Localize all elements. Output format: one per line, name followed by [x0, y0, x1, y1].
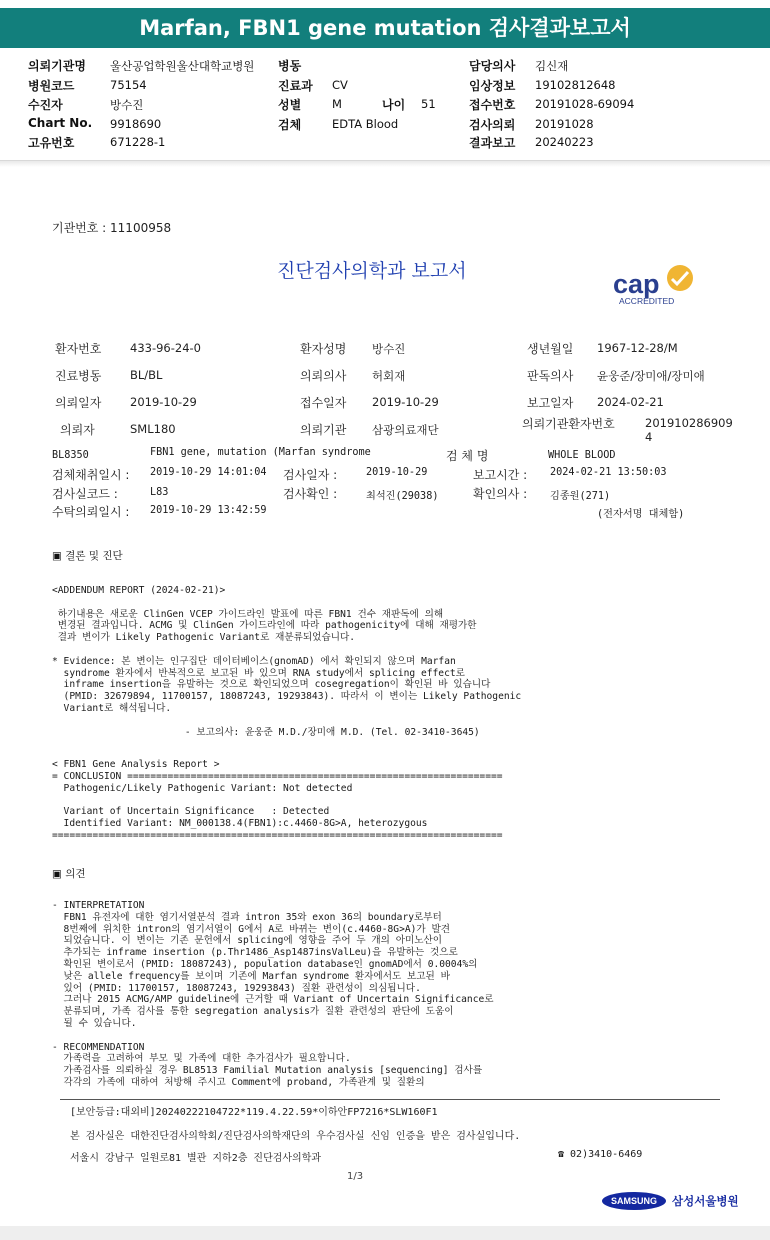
header-field-label: 성별	[278, 98, 302, 112]
cap-accredited-logo	[610, 262, 710, 308]
patient-field-label: 진료병동	[55, 369, 102, 383]
test-info-item: 검사확인 :	[283, 487, 338, 501]
test-info-item: 검사실코드 :	[52, 487, 118, 501]
hospital-name: 삼성서울병원	[672, 1194, 739, 1208]
test-info-item: 검체채취일시 :	[52, 468, 130, 482]
header-field-label: 고유번호	[28, 136, 75, 150]
patient-field-label: 의뢰자	[60, 423, 95, 437]
header-field-label: 나이	[382, 98, 406, 112]
patient-field-value: 윤웅준/장미애/장미애	[597, 369, 705, 383]
header-field-label: 결과보고	[469, 136, 516, 150]
patient-field-value: 허회재	[372, 369, 406, 383]
patient-field-value: 1967-12-28/M	[597, 341, 678, 355]
samsung-logo: SAMSUNG	[602, 1192, 666, 1210]
footer-divider	[60, 1099, 720, 1101]
header-field-value: M	[332, 97, 342, 111]
institution-number: 기관번호 : 11100958	[52, 221, 172, 235]
patient-field-label: 의뢰기관	[300, 423, 347, 437]
patient-field-value: SML180	[130, 422, 176, 436]
header-field-value: EDTA Blood	[332, 117, 399, 131]
header-field-label: 병동	[278, 59, 302, 73]
patient-field-value: BL/BL	[130, 368, 163, 382]
cap-logo-icon	[610, 262, 710, 308]
test-info-item: 2019-10-29	[366, 467, 428, 478]
patient-field-value: 4	[645, 430, 653, 444]
patient-field-label: 보고일자	[527, 396, 574, 410]
test-info-item: 보고시간 :	[473, 468, 528, 482]
test-info-item: 수탁의뢰일시 :	[52, 505, 130, 519]
patient-field-value: 2019-10-29	[372, 395, 439, 409]
header-field-label: 담당의사	[469, 59, 516, 73]
header-field-value: 51	[421, 97, 436, 111]
header-field-label: 접수번호	[469, 98, 516, 112]
patient-field-value: 201910286909	[645, 416, 733, 430]
header-field-value: 75154	[110, 78, 147, 92]
header-field-value: 19102812648	[535, 78, 616, 92]
patient-field-value: 2024-02-21	[597, 395, 664, 409]
test-info-item: (전자서명 대체함)	[597, 509, 685, 520]
page-number: 1/3	[347, 1171, 364, 1182]
interpretation-text: - INTERPRETATION FBN1 유전자에 대한 염기서열분석 결과 intron 35와 exon 36의 boundary로부터 8번째에 위치한 intron의 염기서열이 G에서 A로 바뀌는 변이(c.4460-8G>A)가 발견 되었습니다. 이 변이는 기존 문헌에서 splicing에 영향을 주어 두 개의 아미노산이 추가되는 inframe insertion (p.Thr1486_Asp1487insValLeu)을 유발하는 것으로 확인된 변이로서 (PMID: 18087243), population database인 gnomAD에서 0.0004%의 낮은 allele frequency를 보이며 기존에 Marfan syndrome 환자에서도 보고된 바 있어 (PMID: 11700157, 18087243, 19293843) 질환 관련성이 의심됩니다. 그러나 2015 ACMG/AMP guideline에 근거할 때 Variant of Uncertain Significance로 분류되며, 가족 검사를 통한 segregation analysis가 질환 관련성의 판단에 도움이 될 수 있습니다. - RECOMMENDATION 가족력을 고려하여 부모 및 가족에 대한 추가검사가 필요합니다. 가족검사를 의뢰하실 경우 BL8513 Familial Mutation analysis [sequencing] 검사를 각각의 가족에 대하여 처방해 주시고 Comment에 proband, 가족관계 및 질환의	[52, 900, 494, 1088]
page-bottom-edge	[0, 1226, 770, 1240]
test-info-item: 검 체 명	[446, 449, 489, 463]
header-field-label: 임상정보	[469, 79, 516, 93]
certification-line: 본 검사실은 대한진단검사의학회/진단검사의학재단의 우수검사실 신임 인증을 받은 검사실입니다.	[70, 1131, 521, 1142]
patient-field-label: 의뢰의사	[300, 369, 347, 383]
header-field-label: 검사의뢰	[469, 118, 516, 132]
cap-logo-sub: ACCREDITED	[619, 296, 675, 306]
patient-field-label: 접수일자	[300, 396, 347, 410]
section-opinion-title: ▣ 의견	[52, 868, 86, 880]
header-field-value: 김신재	[535, 59, 569, 73]
header-field-value: 9918690	[110, 117, 162, 131]
report-title: 진단검사의학과 보고서	[277, 260, 467, 282]
test-info-item: L83	[150, 487, 169, 498]
header-field-label: Chart No.	[28, 116, 93, 130]
header-field-value: 20191028-69094	[535, 97, 635, 111]
test-info-item: 최석진(29038)	[366, 491, 439, 502]
test-info-item: FBN1 gene, mutation (Marfan syndrome	[150, 447, 371, 458]
gene-analysis-report: < FBN1 Gene Analysis Report > = CONCLUSION ================================================================= Pathogenic/Likely Pathogenic Variant: Not detected Variant of Uncertain Significance : Detected Identified Variant: NM_000138.4(FBN1):c.4460-8G>A, heterozygous ==============================================================================	[52, 759, 503, 841]
test-info-item: 확인의사 :	[473, 487, 528, 501]
header-field-value: CV	[332, 78, 348, 92]
header-field-label: 의뢰기관명	[28, 59, 86, 73]
patient-field-value: 방수진	[372, 342, 406, 356]
patient-field-label: 판독의사	[527, 369, 574, 383]
header-field-value: 울산공업학원울산대학교병원	[110, 59, 255, 73]
header-field-value: 20240223	[535, 135, 594, 149]
test-info-item: 검사일자 :	[283, 468, 338, 482]
test-info-item: 2019-10-29 14:01:04	[150, 467, 267, 478]
header-separator	[0, 160, 770, 167]
section-conclusion-title: ▣ 결론 및 진단	[52, 550, 123, 562]
patient-field-label: 환자번호	[55, 342, 102, 356]
test-info-item: 김종원(271)	[550, 491, 611, 502]
patient-field-label: 의뢰일자	[55, 396, 102, 410]
test-info-item: 2024-02-21 13:50:03	[550, 467, 667, 478]
patient-field-label: 생년월일	[527, 342, 574, 356]
addendum-report: <ADDENDUM REPORT (2024-02-21)> 하기내용은 새로운 ClinGen VCEP 가이드라인 발표에 따른 FBN1 건수 재판독에 의해 변경된 결과입니다. ACMG 및 ClinGen 가이드라인에 따라 pathogenicity에 대해 재평가한 결과 변이가 Likely Pathogenic Variant로 재분류되었습니다. * Evidence: 본 변이는 인구집단 데이터베이스(gnomAD) 에서 확인되지 않으며 Marfan syndrome 환자에서 반복적으로 보고된 바 있으며 RNA study에서 splicing effect로 inframe insertion을 유발하는 것으로 확인되었으며 cosegregation이 확인된 바 있습니다 (PMID: 32679894, 11700157, 18087243, 19293843). 따라서 이 변이는 Likely Pathogenic Variant로 해석됩니다. - 보고의사: 윤웅준 M.D./장미애 M.D. (Tel. 02-3410-3645)	[52, 585, 522, 738]
test-info-item: 2019-10-29 13:42:59	[150, 505, 267, 516]
patient-field-label: 의뢰기관환자번호	[522, 417, 615, 431]
header-field-value: 671228-1	[110, 135, 166, 149]
header-field-label: 병원코드	[28, 79, 75, 93]
header-field-label: 검체	[278, 118, 302, 132]
test-info-item: BL8350	[52, 450, 89, 461]
security-line: [보안등급:대외비]20240222104722*119.4.22.59*이하안FP7216*SLW160F1	[70, 1107, 438, 1118]
header-field-value: 20191028	[535, 117, 594, 131]
cap-logo-text: cap	[613, 269, 660, 299]
patient-field-value: 433-96-24-0	[130, 341, 201, 355]
patient-field-value: 2019-10-29	[130, 395, 197, 409]
test-info-item: WHOLE BLOOD	[548, 450, 616, 461]
report-title-bar: Marfan, FBN1 gene mutation 검사결과보고서	[0, 8, 770, 48]
patient-field-label: 환자성명	[300, 342, 347, 356]
header-field-value: 방수진	[110, 98, 144, 112]
header-field-label: 수진자	[28, 98, 63, 112]
patient-field-value: 삼광의료재단	[372, 423, 439, 437]
lab-address: 서울시 강남구 일원로81 별관 지하2층 진단검사의학과	[70, 1153, 322, 1164]
header-field-label: 진료과	[278, 79, 313, 93]
lab-phone: ☎ 02)3410-6469	[558, 1149, 643, 1160]
